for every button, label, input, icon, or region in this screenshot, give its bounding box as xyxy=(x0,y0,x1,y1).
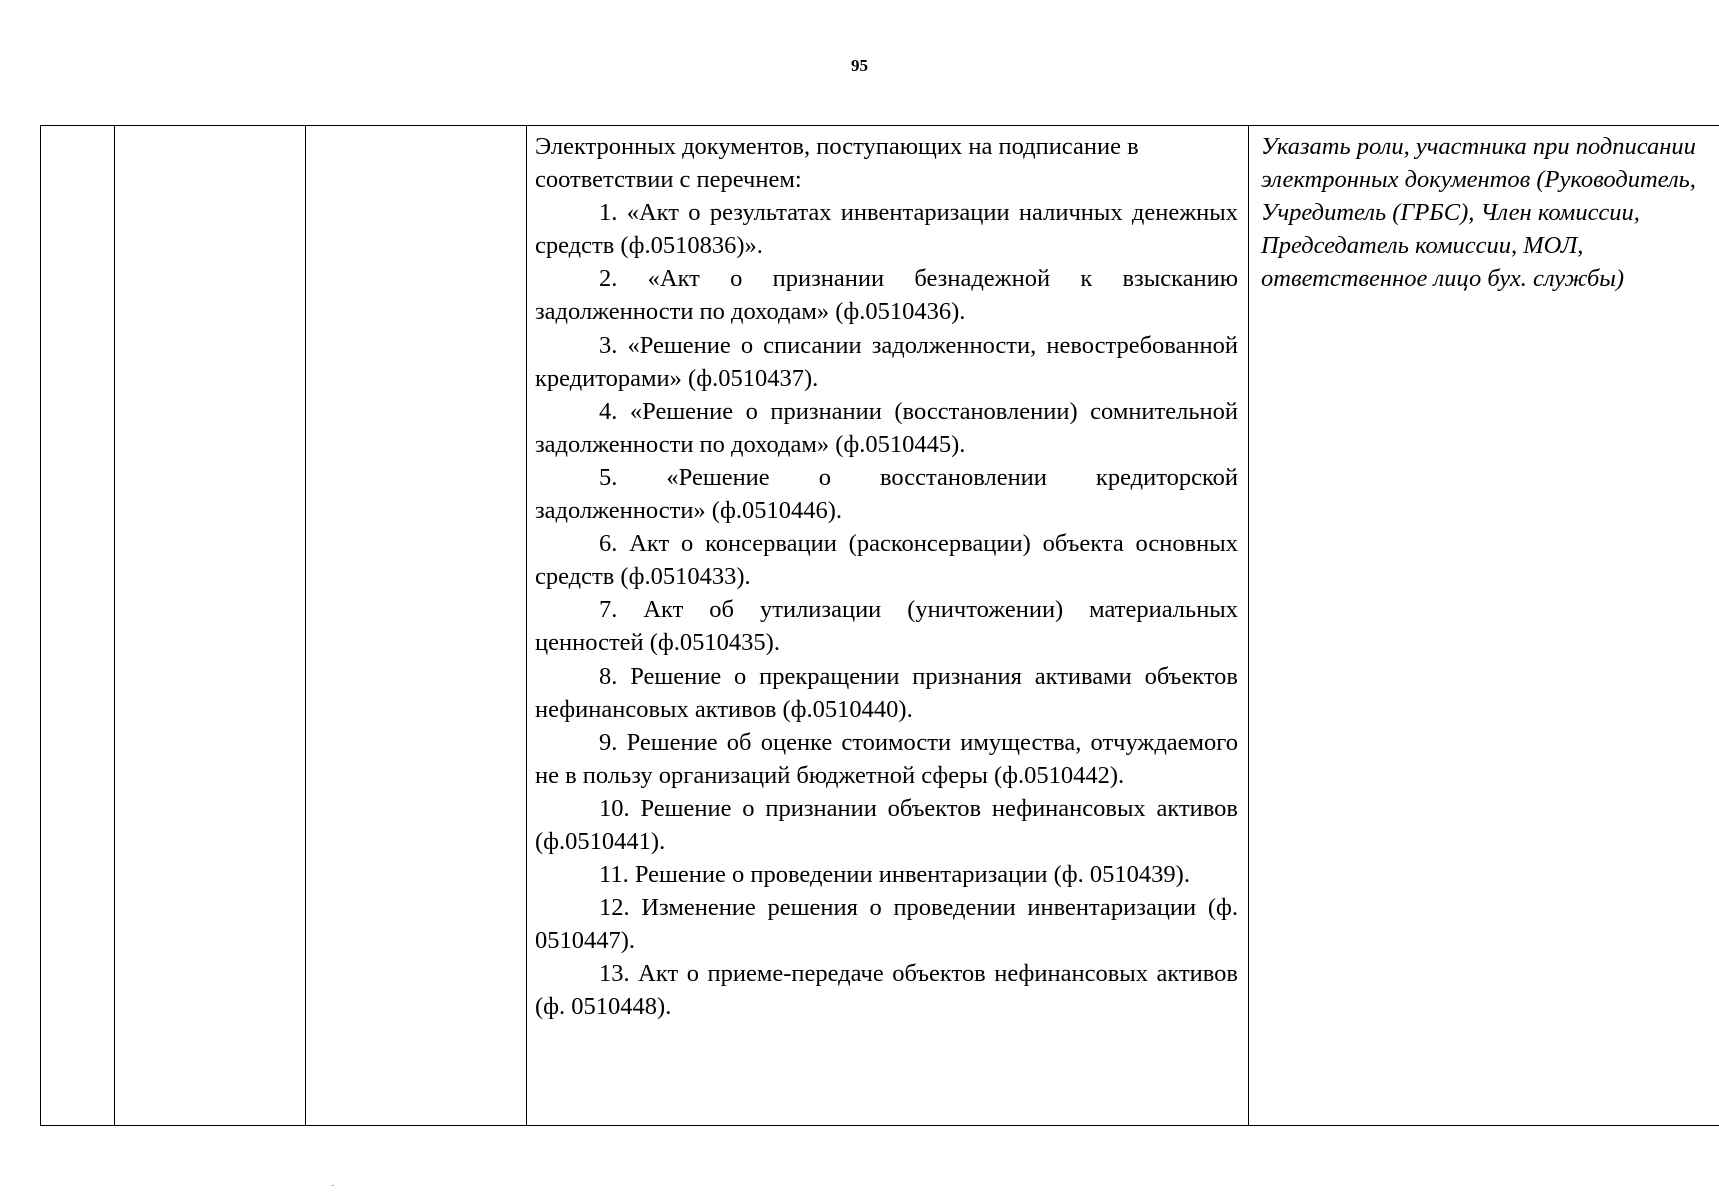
table-row xyxy=(41,126,1719,1126)
list-item xyxy=(535,593,1238,659)
list-item-text: «Решение о признании (восстановлении) сомнительной задолженности по доходам» (ф.0510445). xyxy=(535,397,1238,458)
list-item-text: Изменение решения о проведении инвентаризации (ф. 0510447). xyxy=(535,894,1238,955)
list-item-text: Решение об оценке стоимости имущества, отчуждаемого не в пользу организаций бюджетной сферы (ф.0510442). xyxy=(535,728,1238,789)
empty-cell-2 xyxy=(115,126,306,1126)
list-item-number: 6. xyxy=(599,530,618,558)
empty-cell-3 xyxy=(306,126,527,1126)
list-item-text: Акт о консервации (расконсервации) объекта основных средств (ф.0510433). xyxy=(535,530,1239,591)
roles-note-cell xyxy=(1249,126,1719,1126)
list-item xyxy=(535,891,1238,957)
document-table xyxy=(40,125,1719,1126)
list-item xyxy=(535,329,1238,395)
empty-cell-1 xyxy=(41,126,115,1126)
list-item-text: Решение о прекращении признания активами объектов нефинансовых активов (ф.0510440). xyxy=(535,662,1238,723)
list-item-number: 13. xyxy=(599,960,630,988)
list-item-number: 1. xyxy=(599,199,618,227)
list-item xyxy=(535,262,1238,328)
list-item xyxy=(535,461,1238,527)
list-item-text: «Акт о результатах инвентаризации наличных денежных средств (ф.0510836)». xyxy=(535,199,1238,260)
list-item-number: 10. xyxy=(599,794,630,822)
list-item-text: «Акт о признании безнадежной к взысканию задолженности по доходам» (ф.0510436). xyxy=(535,265,1239,326)
list-item xyxy=(535,957,1238,1023)
list-item xyxy=(535,395,1238,461)
list-item-number: 7. xyxy=(599,596,618,624)
documents-list-cell xyxy=(527,126,1249,1126)
list-item xyxy=(535,196,1238,262)
list-item-text: Акт о приеме-передаче объектов нефинансовых активов (ф. 0510448). xyxy=(535,960,1239,1021)
list-item xyxy=(535,858,1238,891)
list-item-number: 11. xyxy=(599,861,629,889)
list-item-text: Решение о проведении инвентаризации (ф. 0510439). xyxy=(634,861,1190,889)
list-intro: Электронных документов, поступающих на подписание в соответствии с перечнем: xyxy=(535,133,1139,194)
list-item-number: 12. xyxy=(599,894,630,922)
list-item-number: 2. xyxy=(599,265,618,293)
list-item-number: 3. xyxy=(599,331,618,359)
scan-mark xyxy=(332,1185,334,1186)
roles-note: Указать роли, участника при подписании электронных документов (Руководитель, Учредитель (ГРБС), Член комиссии, Председатель комиссии, МОЛ, ответственное лицо бух. службы) xyxy=(1261,133,1696,293)
list-item-text: «Решение о списании задолженности, невостребованной кредиторами» (ф.0510437). xyxy=(535,331,1239,392)
list-item xyxy=(535,792,1238,858)
list-item xyxy=(535,726,1238,792)
documents-list xyxy=(535,196,1238,1023)
list-item-text: Решение о признании объектов нефинансовых активов (ф.0510441). xyxy=(535,794,1238,855)
list-item-number: 4. xyxy=(599,397,618,425)
list-item-number: 9. xyxy=(599,728,618,756)
list-item xyxy=(535,527,1238,593)
list-item-number: 8. xyxy=(599,662,618,690)
list-item-number: 5. xyxy=(599,463,618,491)
list-item-text: «Решение о восстановлении кредиторской задолженности» (ф.0510446). xyxy=(535,463,1238,525)
list-item xyxy=(535,660,1238,726)
page-number: 95 xyxy=(851,56,868,75)
list-item-text: Акт об утилизации (уничтожении) материальных ценностей (ф.0510435). xyxy=(535,596,1239,657)
